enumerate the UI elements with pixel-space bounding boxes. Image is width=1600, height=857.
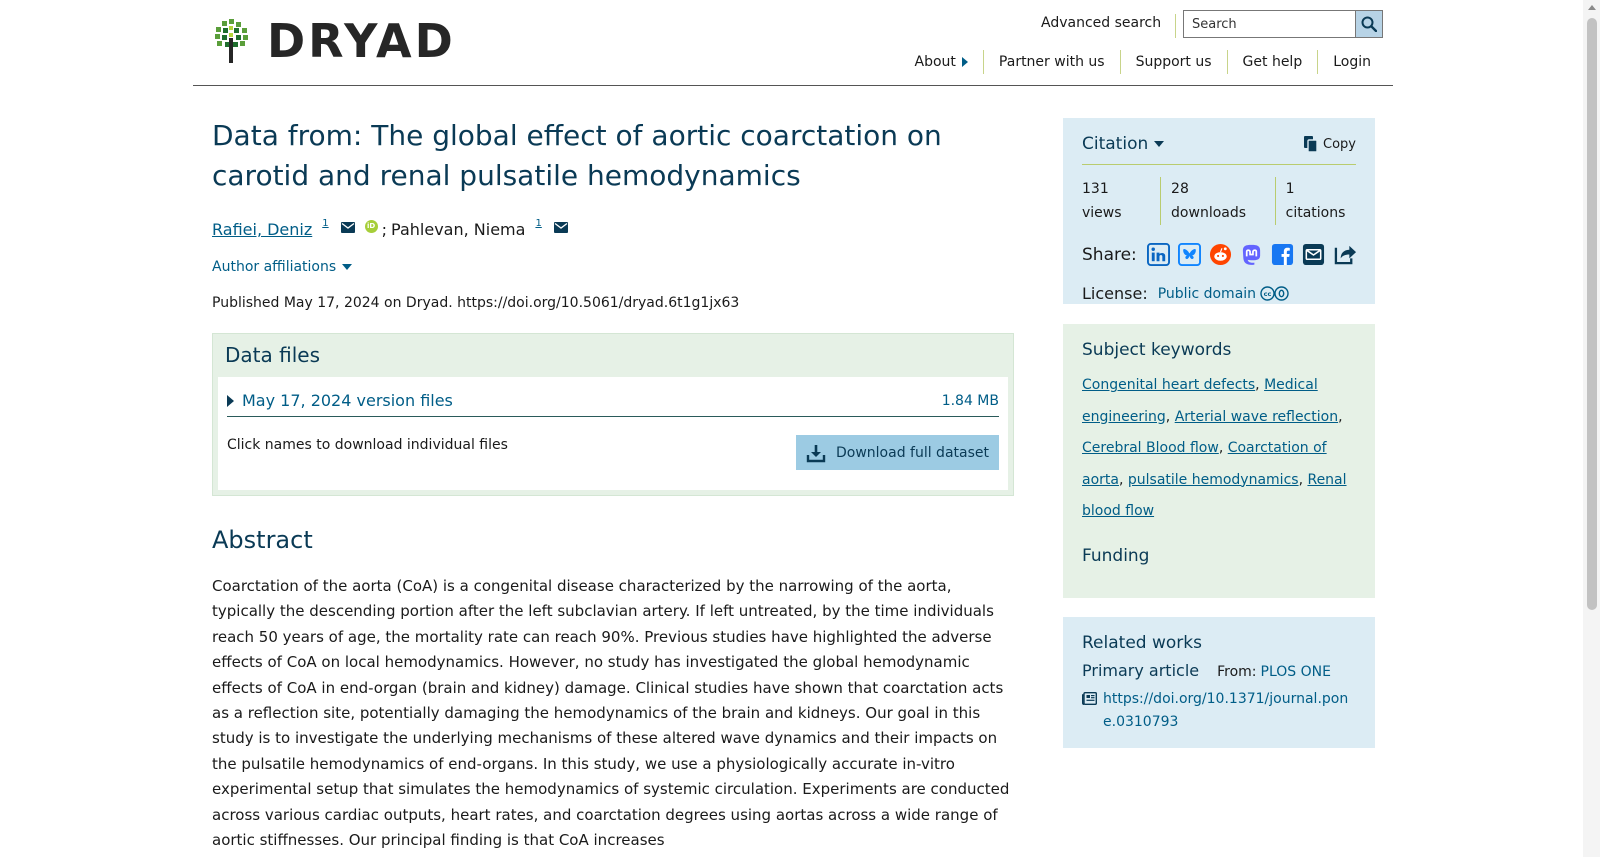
scrollbar-thumb[interactable] (1587, 18, 1597, 610)
share-icon[interactable] (1333, 243, 1358, 266)
author-separator: ; (381, 220, 388, 239)
keyword-separator: , (1338, 408, 1343, 425)
citation-toggle[interactable] (1082, 134, 1164, 154)
keyword-link[interactable]: Medical engineering (1082, 377, 1318, 425)
search-form (1183, 10, 1383, 38)
dataset-main (212, 116, 1014, 853)
dryad-logo[interactable] (213, 15, 456, 67)
share-label: Share: (1082, 244, 1137, 265)
affiliations-label: Author affiliations (212, 259, 337, 275)
envelope-icon[interactable] (341, 218, 355, 237)
linkedin-icon[interactable] (1147, 243, 1170, 266)
data-files-body (218, 377, 1008, 490)
dataset-metrics (1082, 177, 1356, 225)
keywords-panel (1063, 324, 1375, 598)
license-label: License: (1082, 284, 1148, 303)
journal-link[interactable]: PLOS ONE (1260, 664, 1331, 680)
logo-wordmark: DRYAD (267, 14, 456, 68)
nav-login[interactable]: Login (1317, 50, 1371, 74)
reddit-icon[interactable] (1209, 243, 1232, 266)
related-doi-link[interactable]: https://doi.org/10.1371/journal.pone.0310793 (1103, 691, 1349, 730)
related-works-title: Related works (1082, 633, 1202, 653)
email-share-icon[interactable] (1302, 243, 1325, 266)
version-files-toggle[interactable] (227, 391, 999, 417)
page-title: Data from: The global effect of aortic coarctation on carotid and renal pulsatile hemodynamics (212, 119, 942, 192)
version-size: 1.84 MB (941, 392, 999, 409)
copy-label: Copy (1323, 136, 1356, 152)
dryad-tree-logo-icon (213, 19, 249, 63)
keywords-title: Subject keywords (1082, 340, 1232, 360)
funding-heading: Funding (1082, 545, 1150, 566)
data-files-title: Data files (225, 343, 320, 367)
caret-down-icon (342, 264, 352, 270)
nav-support[interactable]: Support us (1120, 50, 1227, 74)
keyword-separator: , (1255, 377, 1260, 393)
license-link[interactable]: Public domain (1157, 285, 1257, 302)
orcid-icon[interactable]: iD (365, 220, 378, 233)
share-row (1082, 243, 1356, 266)
nav-partner[interactable]: Partner with us (983, 50, 1120, 74)
page-scrollbar[interactable] (1583, 0, 1600, 857)
caret-right-icon (962, 57, 968, 67)
download-hint: Click names to download individual files (227, 437, 508, 453)
mastodon-icon[interactable] (1240, 243, 1263, 266)
from-label: From: (1217, 664, 1257, 680)
search-icon (1361, 16, 1377, 32)
version-label-wrap (227, 391, 453, 410)
advanced-search-link[interactable]: Advanced search (1041, 14, 1176, 38)
keyword-link[interactable]: Congenital heart defects (1082, 377, 1256, 393)
download-full-dataset-button[interactable] (796, 435, 999, 470)
bluesky-icon[interactable] (1178, 243, 1201, 266)
copy-icon (1304, 136, 1318, 153)
caret-down-icon (1154, 141, 1164, 147)
share-icons (1147, 243, 1366, 266)
download-label: Download full dataset (835, 444, 989, 461)
downloads-count: 28 downloads (1160, 177, 1275, 225)
related-works-panel (1063, 617, 1375, 748)
citation-label: Citation (1082, 134, 1149, 154)
envelope-icon[interactable] (554, 218, 568, 237)
caret-right-icon (227, 395, 234, 407)
keyword-separator: , (1165, 408, 1171, 425)
search-input[interactable] (1183, 10, 1355, 38)
article-icon (1082, 692, 1097, 705)
author-name-pahlevan: Pahlevan, Niema (391, 220, 526, 239)
keyword-link[interactable]: pulsatile hemodynamics (1127, 471, 1299, 488)
cc-icon (1260, 286, 1290, 301)
data-files-panel (212, 333, 1014, 496)
related-doi-row (1082, 688, 1356, 734)
keyword-link[interactable]: Renal blood flow (1082, 471, 1347, 519)
version-label: May 17, 2024 version files (242, 391, 453, 410)
affiliation-ref[interactable]: 1 (322, 218, 329, 229)
author-affiliations-toggle[interactable] (212, 259, 1014, 275)
author-list (212, 220, 1014, 239)
nav-help[interactable]: Get help (1227, 50, 1318, 74)
scroll-up-arrow-icon[interactable] (1588, 5, 1596, 10)
from-wrap (1217, 664, 1331, 680)
primary-article-label: Primary article (1082, 661, 1200, 680)
keyword-separator: , (1298, 471, 1304, 488)
keyword-link[interactable]: Arterial wave reflection (1174, 408, 1339, 425)
affiliation-ref[interactable]: 1 (535, 218, 542, 229)
svg-text:cc: cc (1263, 290, 1272, 298)
primary-article-row (1082, 661, 1356, 680)
author-link-rafiei[interactable]: Rafiei, Deniz (212, 220, 313, 239)
nav-about-label: About (914, 54, 956, 70)
abstract-heading: Abstract (212, 526, 313, 554)
license-row (1082, 284, 1356, 303)
download-icon (806, 443, 826, 463)
published-line: Published May 17, 2024 on Dryad. https://doi.org/10.5061/dryad.6t1g1jx63 (212, 295, 740, 311)
views-count: 131 views (1082, 181, 1122, 221)
copy-citation-button[interactable] (1304, 136, 1356, 153)
keyword-list (1082, 370, 1356, 528)
search-button[interactable] (1355, 10, 1383, 38)
download-row (227, 433, 999, 470)
keyword-separator: , (1218, 440, 1224, 456)
citations-count: 1 citations (1275, 177, 1356, 225)
keyword-separator: , (1118, 471, 1124, 488)
keyword-link[interactable]: Cerebral Blood flow (1082, 440, 1219, 456)
facebook-icon[interactable] (1271, 243, 1294, 266)
abstract-text: Coarctation of the aorta (CoA) is a congenital disease characterized by the narrowing of the aorta, typically the descending portion after the left subclavian artery. If left untreated, by the time individuals reach 50 years of age, the mortality rate can reach 90%. Previous studies have highlighted the adverse effects of CoA on local hemodynamics. However, no study has investigated the global hemodynamic effects of CoA in end-organ (brain and kidney) damage. Clinical studies have shown that coarctation acts as a reflection site, potentially damaging the hemodynamics of the brain and kidneys. Our goal in this study is to investigate the underlying mechanisms of these altered wave dynamics and their impacts on the pulsatile hemodynamics of end-organs. In this study, we use a physiologically accurate in-vitro experimental setup that simulates the hemodynamics of systemic circulation. Experiments are conducted across various cardiac outputs, heart rates, and coarctation degrees using aortas across a wide range of aortic stiffnesses. Our principal finding is that CoA increases (212, 577, 1010, 850)
keyword-link[interactable]: Coarctation of aorta (1082, 440, 1327, 488)
citation-panel (1063, 118, 1375, 304)
site-header (193, 0, 1393, 86)
nav-about[interactable] (900, 50, 983, 74)
main-nav (900, 50, 1371, 74)
citation-row (1082, 134, 1356, 165)
